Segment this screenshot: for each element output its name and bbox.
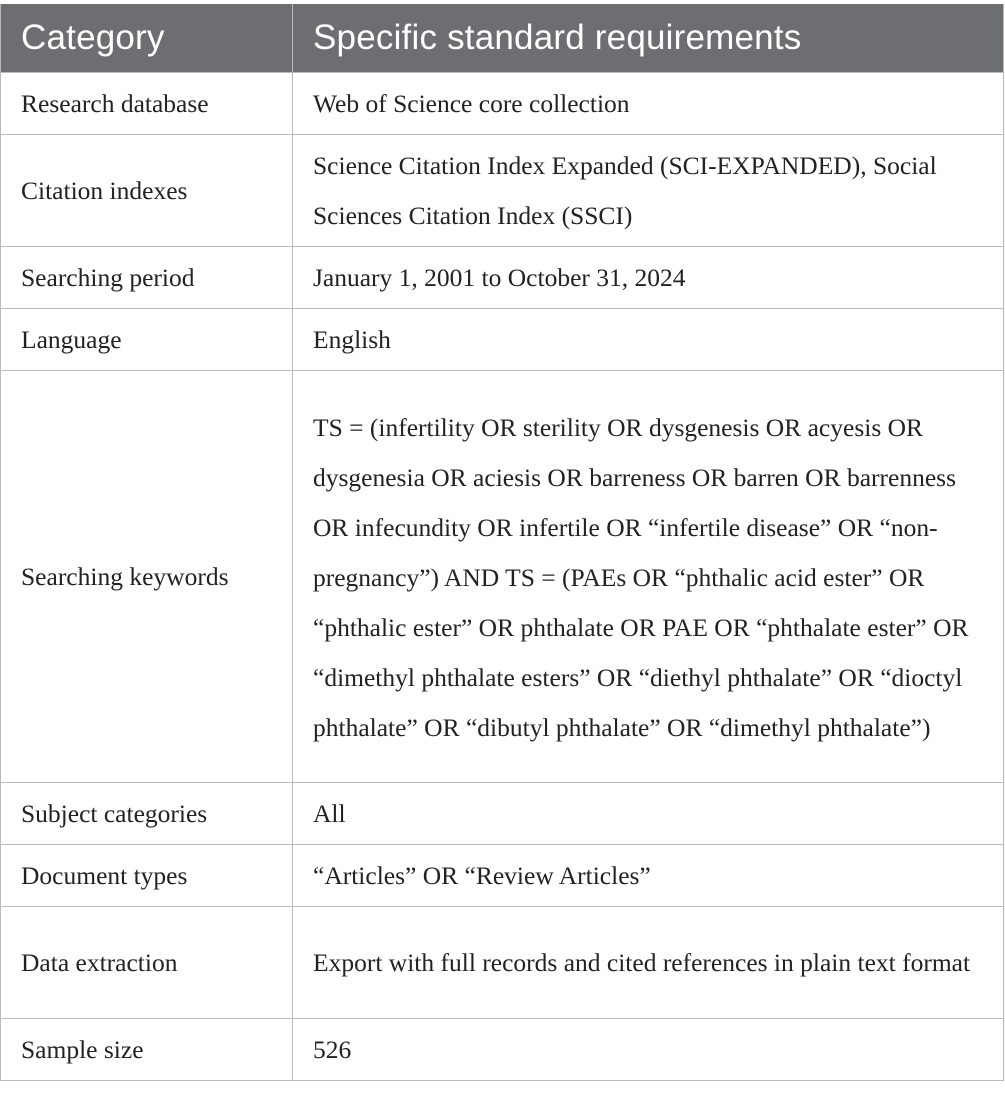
search-criteria-table-container bbox=[0, 4, 1003, 1081]
table-header-row bbox=[1, 4, 1004, 73]
row-category: Searching keywords bbox=[1, 371, 293, 783]
row-requirement: Web of Science core collection bbox=[293, 73, 1004, 135]
table-row bbox=[1, 1019, 1004, 1081]
row-category: Subject categories bbox=[1, 783, 293, 845]
row-requirement: “Articles” OR “Review Articles” bbox=[293, 845, 1004, 907]
row-requirement: Science Citation Index Expanded (SCI-EXPANDED), Social Sciences Citation Index (SSCI) bbox=[293, 135, 1004, 247]
header-category: Category bbox=[1, 4, 293, 73]
row-category: Language bbox=[1, 309, 293, 371]
table-row bbox=[1, 247, 1004, 309]
row-requirement: Export with full records and cited references in plain text format bbox=[293, 907, 1004, 1019]
row-requirement: TS = (infertility OR sterility OR dysgenesis OR acyesis OR dysgenesia OR aciesis OR barreness OR barren OR barrenness OR infecundity OR infertile OR “infertile disease” OR “non-pregnancy”) AND TS = (PAEs OR “phthalic acid ester” OR “phthalic ester” OR phthalate OR PAE OR “phthalate ester” OR “dimethyl phthalate esters” OR “diethyl phthalate” OR “dioctyl phthalate” OR “dibutyl phthalate” OR “dimethyl phthalate”) bbox=[293, 371, 1004, 783]
table-row bbox=[1, 783, 1004, 845]
row-category: Document types bbox=[1, 845, 293, 907]
row-requirement: English bbox=[293, 309, 1004, 371]
row-category: Research database bbox=[1, 73, 293, 135]
table-row bbox=[1, 845, 1004, 907]
header-requirements: Specific standard requirements bbox=[293, 4, 1004, 73]
table-row bbox=[1, 907, 1004, 1019]
search-criteria-table bbox=[0, 4, 1004, 1081]
table-row bbox=[1, 135, 1004, 247]
row-category: Citation indexes bbox=[1, 135, 293, 247]
table-row bbox=[1, 73, 1004, 135]
row-category: Data extraction bbox=[1, 907, 293, 1019]
table-row bbox=[1, 309, 1004, 371]
row-requirement: All bbox=[293, 783, 1004, 845]
row-category: Sample size bbox=[1, 1019, 293, 1081]
row-category: Searching period bbox=[1, 247, 293, 309]
row-requirement: January 1, 2001 to October 31, 2024 bbox=[293, 247, 1004, 309]
table-row bbox=[1, 371, 1004, 783]
row-requirement: 526 bbox=[293, 1019, 1004, 1081]
